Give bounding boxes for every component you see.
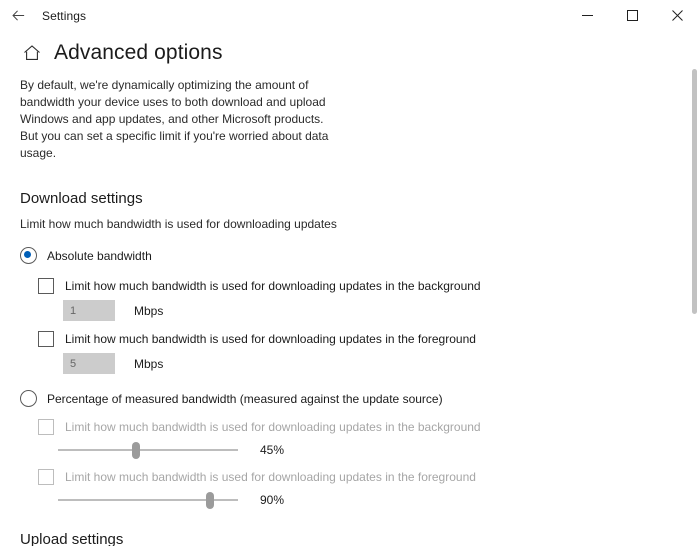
- download-settings-title: Download settings: [20, 190, 143, 207]
- absolute-background-input[interactable]: 1: [63, 300, 115, 321]
- slider-percentage-background-track: [58, 449, 238, 451]
- slider-percentage-background-value: 45%: [260, 443, 285, 457]
- checkbox-percentage-background-label: Limit how much bandwidth is used for downloading updates in the background: [65, 420, 481, 434]
- window-title: Settings: [42, 8, 87, 23]
- slider-percentage-background[interactable]: [58, 441, 238, 459]
- download-settings-subtitle: Limit how much bandwidth is used for downloading updates: [20, 217, 337, 231]
- absolute-foreground-field-row: [63, 353, 680, 374]
- settings-content: [0, 32, 700, 546]
- absolute-foreground-unit: Mbps: [134, 356, 164, 371]
- checkbox-absolute-background-box: [38, 278, 54, 294]
- back-button[interactable]: [0, 0, 36, 31]
- checkbox-percentage-foreground-box: [38, 469, 54, 485]
- scrollbar-thumb[interactable]: [692, 69, 697, 314]
- checkbox-absolute-background[interactable]: [38, 278, 680, 294]
- checkbox-absolute-background-label: Limit how much bandwidth is used for downloading updates in the background: [65, 279, 481, 293]
- slider-percentage-background-thumb[interactable]: [132, 442, 140, 459]
- absolute-foreground-input[interactable]: 5: [63, 353, 115, 374]
- close-icon: [672, 10, 683, 21]
- radio-percentage-bandwidth-indicator: [20, 390, 37, 407]
- radio-absolute-bandwidth-indicator: [20, 247, 37, 264]
- minimize-icon: [582, 10, 593, 21]
- home-icon[interactable]: [20, 41, 44, 65]
- radio-absolute-bandwidth-label: Absolute bandwidth: [47, 248, 152, 263]
- slider-percentage-foreground-row: [58, 491, 680, 509]
- checkbox-absolute-foreground-box: [38, 331, 54, 347]
- checkbox-percentage-foreground-label: Limit how much bandwidth is used for downloading updates in the foreground: [65, 470, 476, 484]
- back-arrow-icon: [11, 8, 26, 23]
- checkbox-absolute-foreground-label: Limit how much bandwidth is used for downloading updates in the foreground: [65, 332, 476, 346]
- radio-absolute-bandwidth[interactable]: [20, 247, 680, 264]
- title-bar: [0, 0, 700, 32]
- radio-percentage-bandwidth-label: Percentage of measured bandwidth (measured against the update source): [47, 391, 443, 406]
- absolute-background-field-row: [63, 300, 680, 321]
- checkbox-percentage-background[interactable]: [38, 419, 680, 435]
- maximize-button[interactable]: [610, 0, 655, 31]
- page-header: [20, 41, 680, 65]
- upload-settings-title: Upload settings: [20, 531, 124, 546]
- slider-percentage-foreground-value: 90%: [260, 493, 285, 507]
- slider-percentage-foreground-thumb[interactable]: [206, 492, 214, 509]
- slider-percentage-foreground[interactable]: [58, 491, 238, 509]
- page-title: Advanced options: [54, 41, 223, 64]
- intro-text: By default, we're dynamically optimizing the amount of bandwidth your device uses to both download and upload Windows and app updates, and other Microsoft products. But you can set a specific limit if you're worried about data usage.: [20, 78, 329, 160]
- checkbox-percentage-foreground[interactable]: [38, 469, 680, 485]
- checkbox-absolute-foreground[interactable]: [38, 331, 680, 347]
- slider-percentage-background-row: [58, 441, 680, 459]
- vertical-scrollbar[interactable]: [689, 31, 700, 546]
- checkbox-percentage-background-box: [38, 419, 54, 435]
- close-button[interactable]: [655, 0, 700, 31]
- minimize-button[interactable]: [565, 0, 610, 31]
- maximize-icon: [627, 10, 638, 21]
- absolute-background-unit: Mbps: [134, 303, 164, 318]
- caption-buttons: [565, 0, 700, 31]
- radio-percentage-bandwidth[interactable]: [20, 390, 680, 407]
